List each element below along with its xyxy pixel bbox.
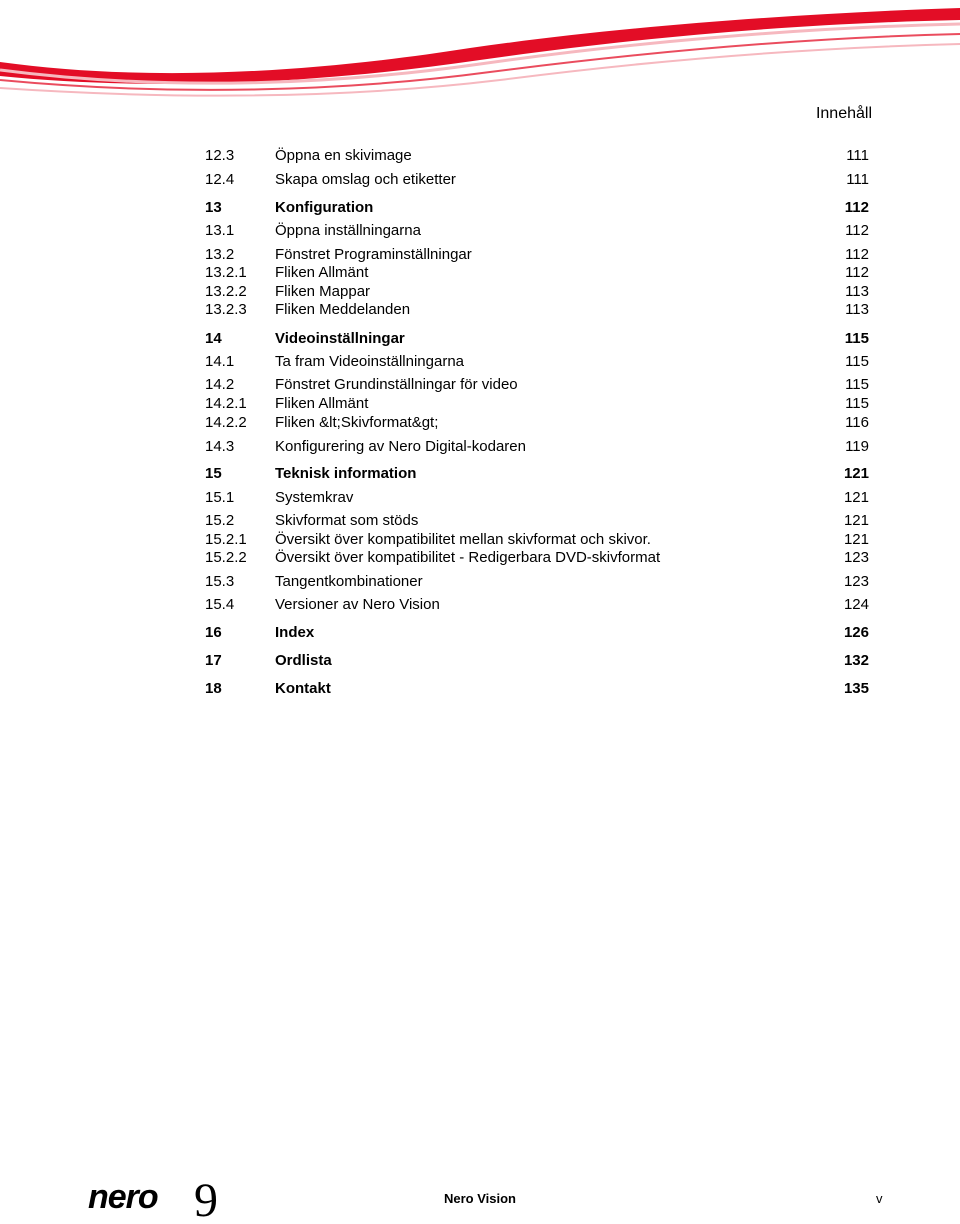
toc-entry-number: 13.2.2: [205, 283, 247, 300]
toc-entry-number: 18: [205, 680, 222, 697]
toc-entry[interactable]: [205, 595, 869, 615]
toc-entry[interactable]: [205, 530, 869, 550]
toc-entry-page: 112: [845, 264, 869, 281]
toc-entry-title: Fönstret Programinställningar: [275, 246, 472, 263]
toc-entry-title: Skivformat som stöds: [275, 512, 419, 529]
toc-entry[interactable]: [205, 263, 869, 283]
toc-entry[interactable]: [205, 464, 869, 484]
toc-entry-page: 113: [845, 301, 869, 318]
toc-entry-number: 15: [205, 465, 222, 482]
toc-entry[interactable]: [205, 375, 869, 395]
toc-entry-number: 17: [205, 652, 222, 669]
toc-entry-number: 13.1: [205, 222, 235, 239]
toc-entry-page: 111: [846, 147, 869, 164]
toc-entry-number: 14.2: [205, 376, 235, 393]
toc-entry-title: Konfigurering av Nero Digital-kodaren: [275, 438, 526, 455]
toc-entry[interactable]: [205, 548, 869, 568]
toc-entry-page: 121: [843, 512, 869, 529]
toc-entry-title: Översikt över kompatibilitet - Redigerbara DVD-skivformat: [275, 549, 661, 566]
toc-entry-page: 112: [845, 246, 869, 263]
toc-entry[interactable]: [205, 146, 869, 166]
toc-entry-title: Versioner av Nero Vision: [275, 596, 440, 613]
toc-entry-page: 113: [845, 283, 869, 300]
toc-entry[interactable]: [205, 170, 869, 190]
toc-entry-page: 116: [845, 414, 869, 431]
footer-page-number: v: [876, 1191, 883, 1206]
toc-entry-title: Teknisk information: [275, 465, 417, 482]
toc-entry[interactable]: [205, 352, 869, 372]
toc-entry-page: 135: [843, 680, 869, 697]
toc-entry-number: 15.2.2: [205, 549, 247, 566]
toc-entry-number: 14.3: [205, 438, 235, 455]
toc-entry[interactable]: [205, 413, 869, 433]
toc-entry-number: 16: [205, 624, 222, 641]
toc-entry-page: 112: [844, 199, 869, 216]
toc-entry-number: 15.4: [205, 596, 235, 613]
logo-version-numeral: 9: [194, 1174, 218, 1224]
toc-entry[interactable]: [205, 198, 869, 218]
toc-entry[interactable]: [205, 329, 869, 349]
toc-entry-page: 112: [845, 222, 869, 239]
toc-entry[interactable]: [205, 651, 869, 671]
toc-entry-title: Fliken Meddelanden: [275, 301, 411, 318]
toc-entry-number: 14.1: [205, 353, 235, 370]
footer-product-name: Nero Vision: [444, 1191, 517, 1206]
toc-entry-page: 123: [843, 549, 869, 566]
toc-entry-page: 119: [845, 438, 869, 455]
toc-entry-page: 121: [843, 531, 869, 548]
toc-entry[interactable]: [205, 437, 869, 457]
toc-entry-title: Konfiguration: [275, 199, 374, 216]
toc-entry[interactable]: [205, 511, 869, 531]
toc-entry[interactable]: [205, 572, 869, 592]
toc-entry[interactable]: [205, 488, 869, 508]
toc-entry-number: 15.2: [205, 512, 235, 529]
decorative-red-wave-banner: [0, 0, 960, 100]
toc-entry-page: 121: [843, 489, 869, 506]
toc-entry-page: 132: [843, 652, 869, 669]
toc-entry-title: Översikt över kompatibilitet mellan skivformat och skivor.: [275, 531, 651, 548]
toc-entry-page: 121: [843, 465, 869, 482]
toc-entry-page: 124: [843, 596, 869, 613]
toc-entry-number: 14.2.1: [205, 395, 247, 412]
toc-entry-number: 15.3: [205, 573, 235, 590]
nero-9-logo: [88, 1172, 228, 1224]
toc-entry[interactable]: [205, 300, 869, 320]
toc-entry-title: Ta fram Videoinställningarna: [275, 353, 465, 370]
toc-entry-title: Öppna en skivimage: [275, 147, 412, 164]
toc-entry-title: Tangentkombinationer: [275, 573, 423, 590]
toc-entry-title: Systemkrav: [275, 489, 354, 506]
toc-entry-number: 14.2.2: [205, 414, 247, 431]
toc-entry-number: 13.2.3: [205, 301, 247, 318]
toc-entry-page: 115: [845, 395, 869, 412]
toc-entry[interactable]: [205, 221, 869, 241]
toc-entry-title: Fönstret Grundinställningar för video: [275, 376, 518, 393]
toc-entry-number: 12.4: [205, 171, 235, 188]
toc-entry-number: 14: [205, 330, 222, 347]
toc-entry[interactable]: [205, 394, 869, 414]
toc-entry-number: 13.2.1: [205, 264, 247, 281]
toc-entry-title: Fliken Allmänt: [275, 264, 369, 281]
toc-entry-page: 111: [846, 171, 869, 188]
toc-entry-page: 126: [843, 624, 869, 641]
toc-entry-title: Videoinställningar: [275, 330, 405, 347]
toc-entry-page: 115: [845, 376, 869, 393]
toc-entry-title: Fliken Mappar: [275, 283, 371, 300]
toc-entry-title: Öppna inställningarna: [275, 222, 421, 239]
toc-entry-page: 123: [843, 573, 869, 590]
toc-entry[interactable]: [205, 679, 869, 699]
toc-entry-page: 115: [844, 330, 869, 347]
toc-entry-number: 13: [205, 199, 222, 216]
section-header-title: Innehåll: [815, 105, 872, 122]
toc-entry-title: Fliken Allmänt: [275, 395, 369, 412]
toc-entry[interactable]: [205, 245, 869, 265]
toc-entry[interactable]: [205, 282, 869, 302]
toc-entry-title: Index: [275, 624, 315, 641]
toc-entry[interactable]: [205, 623, 869, 643]
toc-entry-number: 15.1: [205, 489, 235, 506]
toc-entry-number: 12.3: [205, 147, 235, 164]
toc-entry-title: Kontakt: [275, 680, 331, 697]
logo-wordmark: nero: [88, 1178, 158, 1216]
toc-entry-number: 15.2.1: [205, 531, 247, 548]
toc-entry-title: Ordlista: [275, 652, 332, 669]
toc-entry-page: 115: [845, 353, 869, 370]
toc-entry-number: 13.2: [205, 246, 235, 263]
toc-entry-title: Skapa omslag och etiketter: [275, 171, 456, 188]
toc-entry-title: Fliken &lt;Skivformat&gt;: [275, 414, 439, 431]
